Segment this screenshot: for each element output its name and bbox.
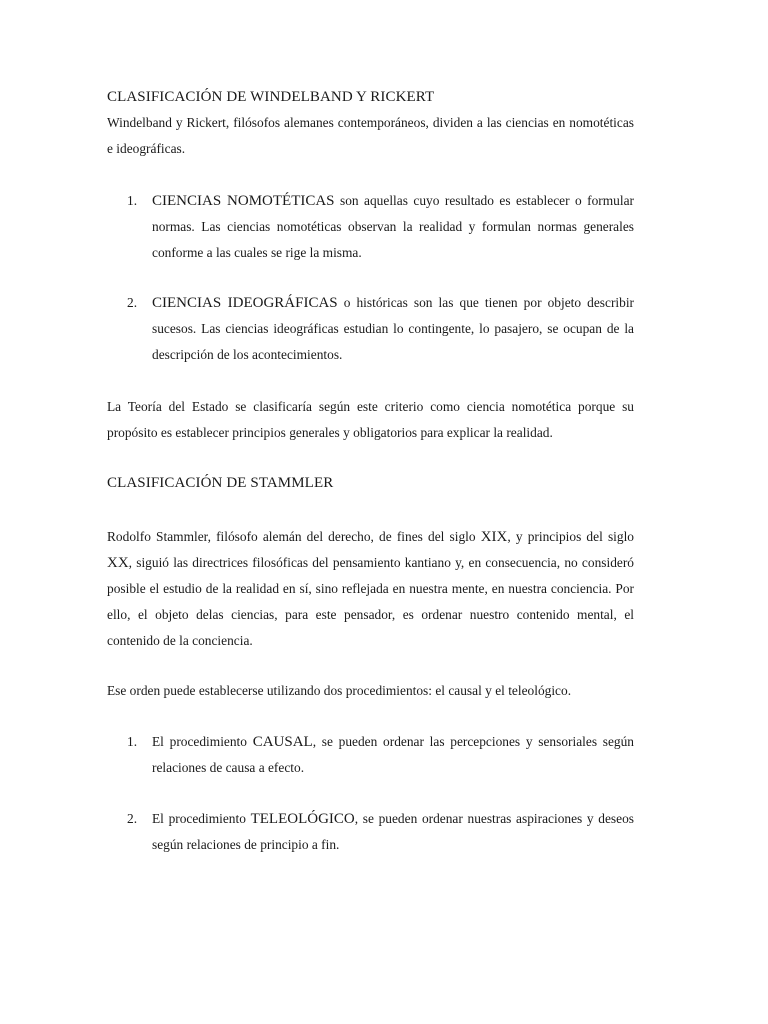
paragraph-intro	[107, 110, 634, 162]
list-item-ideograficas	[107, 290, 634, 368]
list-item-nomoteticas	[107, 188, 634, 266]
list-term: TELEOLÓGICO	[250, 811, 355, 827]
list-number: 2.	[127, 295, 138, 310]
list-number: 2.	[127, 811, 138, 826]
list-text	[152, 806, 634, 858]
list-text	[152, 290, 634, 368]
paragraph-text: Windelband y Rickert, filósofos alemanes contemporáneos, dividen a las ciencias en nomotéticas e ideográficas.	[107, 115, 634, 156]
text-run-roman: XX	[107, 555, 129, 571]
list-item-teleologico	[107, 806, 634, 858]
list-text	[152, 188, 634, 266]
list-body: , se pueden ordenar nuestras aspiraciones y deseos según relaciones de principio a fin.	[152, 811, 634, 852]
list-body: son aquellas cuyo resultado es establecer o formular normas. Las ciencias nomotéticas observan la realidad y formulan normas generales conforme a las cuales se rige la misma.	[152, 193, 634, 260]
list-body: , se pueden ordenar las percepciones y sensoriales según relaciones de causa a efecto.	[152, 734, 634, 775]
list-term: CAUSAL	[252, 734, 313, 750]
paragraph-text	[107, 524, 634, 654]
paragraph-text: La Teoría del Estado se clasificaría según este criterio como ciencia nomotética porque su propósito es establecer principios generales y obligatorios para explicar la realidad.	[107, 399, 634, 440]
list-item-causal	[107, 729, 634, 781]
paragraph-stammler	[107, 524, 634, 654]
text-run: Rodolfo Stammler, filósofo alemán del derecho, de fines del siglo	[107, 529, 481, 544]
list-number: 1.	[127, 734, 138, 749]
section-heading-windelband	[107, 88, 634, 106]
text-run: , y principios del siglo	[507, 529, 634, 544]
list-lead: El procedimiento	[152, 811, 251, 826]
list-term: CIENCIAS IDEOGRÁFICAS	[152, 295, 338, 311]
list-text	[152, 729, 634, 781]
section-heading-stammler	[107, 474, 634, 492]
text-run: , siguió las directrices filosóficas del pensamiento kantiano y, en consecuencia, no consideró posible el estudio de la realidad en sí, sino reflejada en nuestra mente, en nuestra conciencia. Por ello, el objeto delas ciencias, para este pensador, es ordenar nuestro contenido mental, el contenido de la conciencia.	[107, 555, 634, 648]
list-number: 1.	[127, 193, 138, 208]
heading-text: CLASIFICACIÓN DE STAMMLER	[107, 475, 334, 491]
list-body: o históricas son las que tienen por objeto describir sucesos. Las ciencias ideográficas estudian lo contingente, lo pasajero, se ocupan de la descripción de los acontecimientos.	[152, 295, 634, 362]
heading-text: CLASIFICACIÓN DE WINDELBAND Y RICKERT	[107, 89, 435, 105]
list-lead: El procedimiento	[152, 734, 253, 749]
paragraph-text: Ese orden puede establecerse utilizando dos procedimientos: el causal y el teleológico.	[107, 683, 572, 698]
text-run-roman: XIX	[480, 529, 508, 545]
paragraph-conclusion	[107, 394, 634, 446]
list-term: CIENCIAS NOMOTÉTICAS	[152, 193, 335, 209]
paragraph-orden	[107, 678, 634, 704]
